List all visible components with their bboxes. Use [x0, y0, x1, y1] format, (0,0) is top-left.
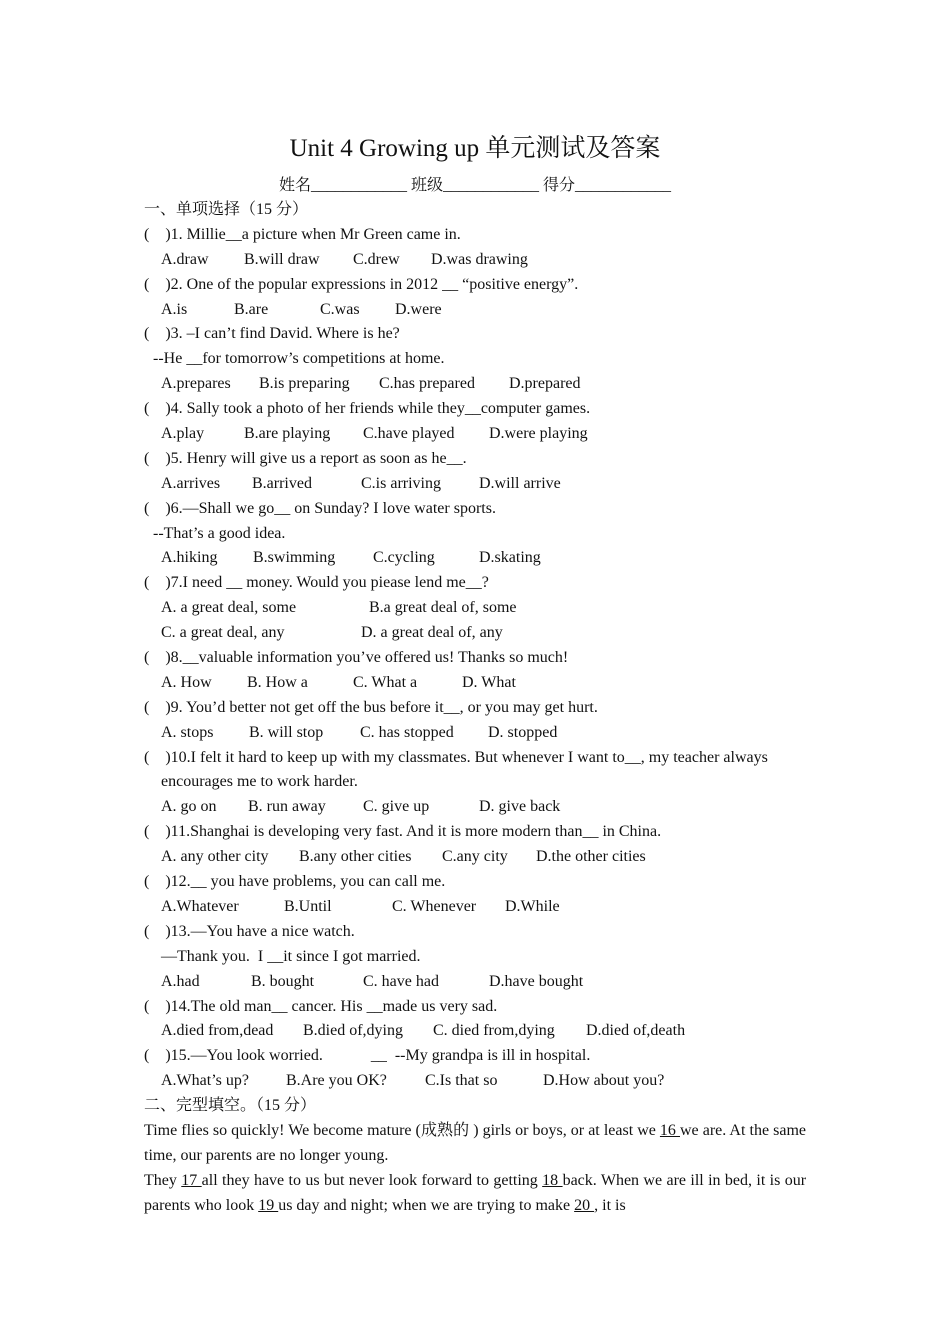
question-2: ( )2. One of the popular expressions in 2012 __ “positive energy”. — [144, 275, 579, 293]
option: D. stopped — [488, 723, 558, 741]
question-8-options — [144, 671, 806, 696]
question-6-line2: --That’s a good idea. — [153, 524, 286, 542]
option: D.was drawing — [431, 250, 528, 268]
option: B.Until — [284, 897, 332, 915]
option: C.is arriving — [361, 474, 441, 492]
option: B.will draw — [244, 250, 320, 268]
option: B. How a — [247, 673, 308, 691]
question-3-line2: --He __for tomorrow’s competitions at home. — [153, 350, 445, 368]
option: C.cycling — [373, 549, 435, 567]
section-heading: 一、单项选择（15 分） — [144, 201, 309, 218]
option: D.How about you? — [543, 1072, 665, 1090]
option: A.Whatever — [161, 897, 239, 915]
option: C. died from,dying — [433, 1022, 555, 1040]
option: B.are playing — [244, 425, 331, 443]
option: D. give back — [479, 798, 561, 816]
question-8: ( )8.__valuable information you’ve offered us! Thanks so much! — [144, 649, 569, 667]
option: B.Are you OK? — [286, 1072, 387, 1090]
option: B. run away — [248, 798, 326, 816]
question-7-options-cd — [144, 621, 806, 646]
question-4: ( )4. Sally took a photo of her friends while they__computer games. — [144, 400, 591, 418]
option: B.are — [234, 300, 269, 318]
option: B.died of,dying — [303, 1022, 403, 1040]
option: A. go on — [161, 798, 217, 816]
option: C.drew — [353, 250, 400, 268]
question-6-options — [144, 546, 806, 571]
question-10-continued: encourages me to work harder. — [161, 773, 358, 791]
question-15: ( )15.—You look worried. __ --My grandpa is ill in hospital. — [144, 1047, 591, 1065]
option: A.play — [161, 425, 205, 443]
question-12-options — [144, 895, 806, 920]
question-9: ( )9. You’d better not get off the bus before it__, or you may get hurt. — [144, 698, 598, 716]
question-1-options — [144, 248, 806, 273]
question-4-options — [144, 422, 806, 447]
option: C.has prepared — [379, 375, 475, 393]
option: C.have played — [363, 425, 455, 443]
cloze-paragraph-1 — [144, 1119, 806, 1169]
option: D.died of,death — [586, 1022, 686, 1040]
option: D.will arrive — [479, 474, 561, 492]
option: A. stops — [161, 723, 214, 741]
option: D.While — [505, 897, 560, 915]
question-6: ( )6.—Shall we go__ on Sunday? I love water sports. — [144, 499, 496, 517]
option: A.is — [161, 300, 188, 318]
cloze-blank-18: 18 — [542, 1171, 563, 1189]
cloze-text: They — [144, 1171, 182, 1189]
option: A. any other city — [161, 848, 269, 866]
option: A.died from,dead — [161, 1022, 274, 1040]
option: C. has stopped — [360, 723, 454, 741]
option: A.draw — [161, 250, 209, 268]
cloze-text: Time flies so quickly! We become mature (成熟的 ) girls or boys, or at least we — [144, 1121, 660, 1139]
cloze-text: us day and night; when we are trying to make — [278, 1196, 575, 1214]
question-3: ( )3. –I can’t find David. Where is he? — [144, 325, 400, 343]
question-14: ( )14.The old man__ cancer. His __made us very sad. — [144, 997, 498, 1015]
option: B.any other cities — [299, 848, 412, 866]
option: A.What’s up? — [161, 1072, 249, 1090]
option: D.skating — [479, 549, 541, 567]
option: B. bought — [251, 972, 315, 990]
question-1: ( )1. Millie__a picture when Mr Green came in. — [144, 225, 461, 243]
document-title: Unit 4 Growing up 单元测试及答案 — [289, 135, 661, 162]
question-10: ( )10.I felt it hard to keep up with my classmates. But whenever I want to__, my teacher always — [144, 748, 768, 766]
option: D.prepared — [509, 375, 581, 393]
option: C.was — [320, 300, 360, 318]
option: A.hiking — [161, 549, 218, 567]
question-2-options — [144, 298, 806, 323]
option: A.prepares — [161, 375, 231, 393]
option: D. What — [462, 673, 516, 691]
option: D.were playing — [489, 425, 588, 443]
option: D. a great deal of, any — [361, 624, 503, 642]
section-heading: 二、完型填空。（15 分） — [144, 1097, 317, 1115]
option: B.is preparing — [259, 375, 350, 393]
cloze-text: back. When we are ill in bed, it is our parents who look — [144, 1171, 807, 1214]
cloze-blank-19: 19 — [258, 1196, 279, 1214]
question-5-options — [144, 472, 806, 497]
cloze-text: all they have to us but never look forward to getting — [201, 1171, 543, 1189]
option: A. a great deal, some — [161, 599, 297, 617]
cloze-text: , it is — [594, 1196, 626, 1214]
question-9-options — [144, 721, 806, 746]
cloze-paragraph-2 — [144, 1169, 806, 1219]
question-14-options — [144, 1019, 806, 1044]
question-10-options — [144, 795, 806, 820]
cloze-blank-16: 16 — [659, 1121, 680, 1139]
question-5: ( )5. Henry will give us a report as soon as he__. — [144, 449, 467, 467]
question-7-options-ab — [144, 596, 806, 621]
option: C. Whenever — [392, 897, 477, 915]
option: B. will stop — [249, 723, 324, 741]
option: C. What a — [353, 673, 418, 691]
option: C.Is that so — [425, 1072, 498, 1090]
student-info-line: 姓名____________ 班级____________ 得分____________ — [278, 177, 671, 194]
option: C. give up — [363, 798, 430, 816]
option: D.the other cities — [536, 848, 646, 866]
option: A.had — [161, 972, 200, 990]
cloze-blank-20: 20 — [574, 1196, 595, 1214]
cloze-text: we are. At the same time, our parents are no longer young. — [144, 1121, 806, 1164]
cloze-blank-17: 17 — [181, 1171, 202, 1189]
question-13-options — [144, 970, 806, 995]
option: A. How — [161, 673, 212, 691]
question-11-options — [144, 845, 806, 870]
question-13-continued: —Thank you. I __it since I got married. — [161, 947, 421, 965]
option: B.arrived — [252, 474, 312, 492]
option: C.any city — [442, 848, 508, 866]
document-body — [144, 198, 806, 1219]
question-7: ( )7.I need __ money. Would you piease lend me__? — [144, 574, 489, 592]
option: A.arrives — [161, 474, 221, 492]
question-3-options — [144, 372, 806, 397]
question-15-options — [144, 1069, 806, 1094]
option: D.have bought — [489, 972, 584, 990]
option: C. a great deal, any — [161, 624, 285, 642]
question-12: ( )12.__ you have problems, you can call me. — [144, 873, 446, 891]
option: D.were — [395, 300, 442, 318]
option: C. have had — [363, 972, 439, 990]
question-13: ( )13.—You have a nice watch. — [144, 922, 355, 940]
option: B.swimming — [253, 549, 336, 567]
question-11: ( )11.Shanghai is developing very fast. And it is more modern than__ in China. — [144, 823, 662, 841]
option: B.a great deal of, some — [369, 599, 517, 617]
